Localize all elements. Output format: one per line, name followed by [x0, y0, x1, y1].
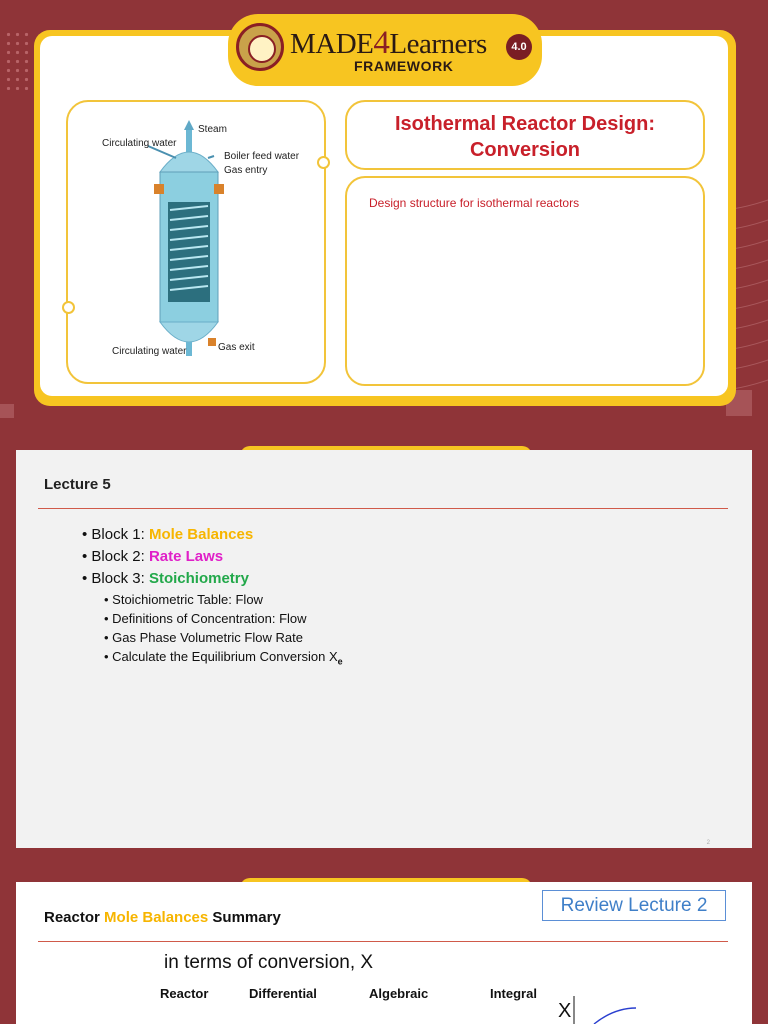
slide1-description: Design structure for isothermal reactors: [369, 196, 580, 210]
page-number: 2: [706, 840, 710, 846]
bullet-block-1: • Block 1: Mole Balances: [82, 526, 254, 543]
label-boiler-feed-water: Boiler feed water: [224, 151, 300, 162]
slide1-title: Isothermal Reactor Design: Conversion: [394, 113, 656, 161]
slide2-bullet-list: [82, 524, 343, 672]
slide2-lecture: [16, 450, 752, 848]
decorative-dots: [4, 30, 30, 90]
label-gas-entry: Gas entry: [224, 165, 268, 176]
decorative-square: [0, 404, 14, 418]
label-steam: Steam: [198, 124, 227, 135]
connector-dot: [317, 156, 330, 169]
slide3-summary: [16, 882, 752, 1024]
reactor-image-panel: [66, 100, 326, 384]
label-circulating-water-top: Circulating water: [102, 138, 177, 149]
bullet-block-3: • Block 3: Stoichiometry: [82, 570, 249, 587]
column-header-reactor: Reactor: [160, 986, 209, 1001]
bullet-block-2: • Block 2: Rate Laws: [82, 548, 224, 565]
column-header-integral: Integral: [490, 986, 537, 1001]
column-header-differential: Differential: [249, 986, 317, 1001]
brand-logo: MADE4Learners: [290, 25, 487, 61]
version-badge: 4.0: [506, 34, 532, 60]
sub-bullet: • Stoichiometric Table: Flow: [104, 592, 263, 607]
sub-bullet: • Gas Phase Volumetric Flow Rate: [104, 630, 303, 645]
label-circulating-water-bottom: Circulating water: [112, 346, 187, 357]
slide3-title: Reactor Mole Balances Summary: [44, 909, 281, 926]
slide1-description-box: [345, 176, 705, 386]
university-seal-icon: [236, 23, 284, 71]
slide3-divider: [38, 941, 728, 942]
sub-bullet: • Definitions of Concentration: Flow: [104, 611, 307, 626]
sub-bullet: • Calculate the Equilibrium Conversion $X_e$: [104, 649, 343, 667]
slide2-title: Lecture 5: [44, 476, 111, 493]
connector-dot: [62, 301, 75, 314]
label-gas-exit: Gas exit: [218, 342, 255, 353]
slide1-title-box: [345, 100, 705, 170]
integral-curve-sketch: [564, 994, 674, 1024]
slide2-divider: [38, 508, 728, 509]
column-header-algebraic: Algebraic: [369, 986, 429, 1001]
variable-x: X: [558, 1000, 572, 1022]
brand-framework-label: FRAMEWORK: [354, 58, 454, 74]
slide3-subtitle: in terms of conversion, X: [164, 952, 374, 973]
review-lecture-link[interactable]: Review Lecture 2: [542, 890, 726, 921]
